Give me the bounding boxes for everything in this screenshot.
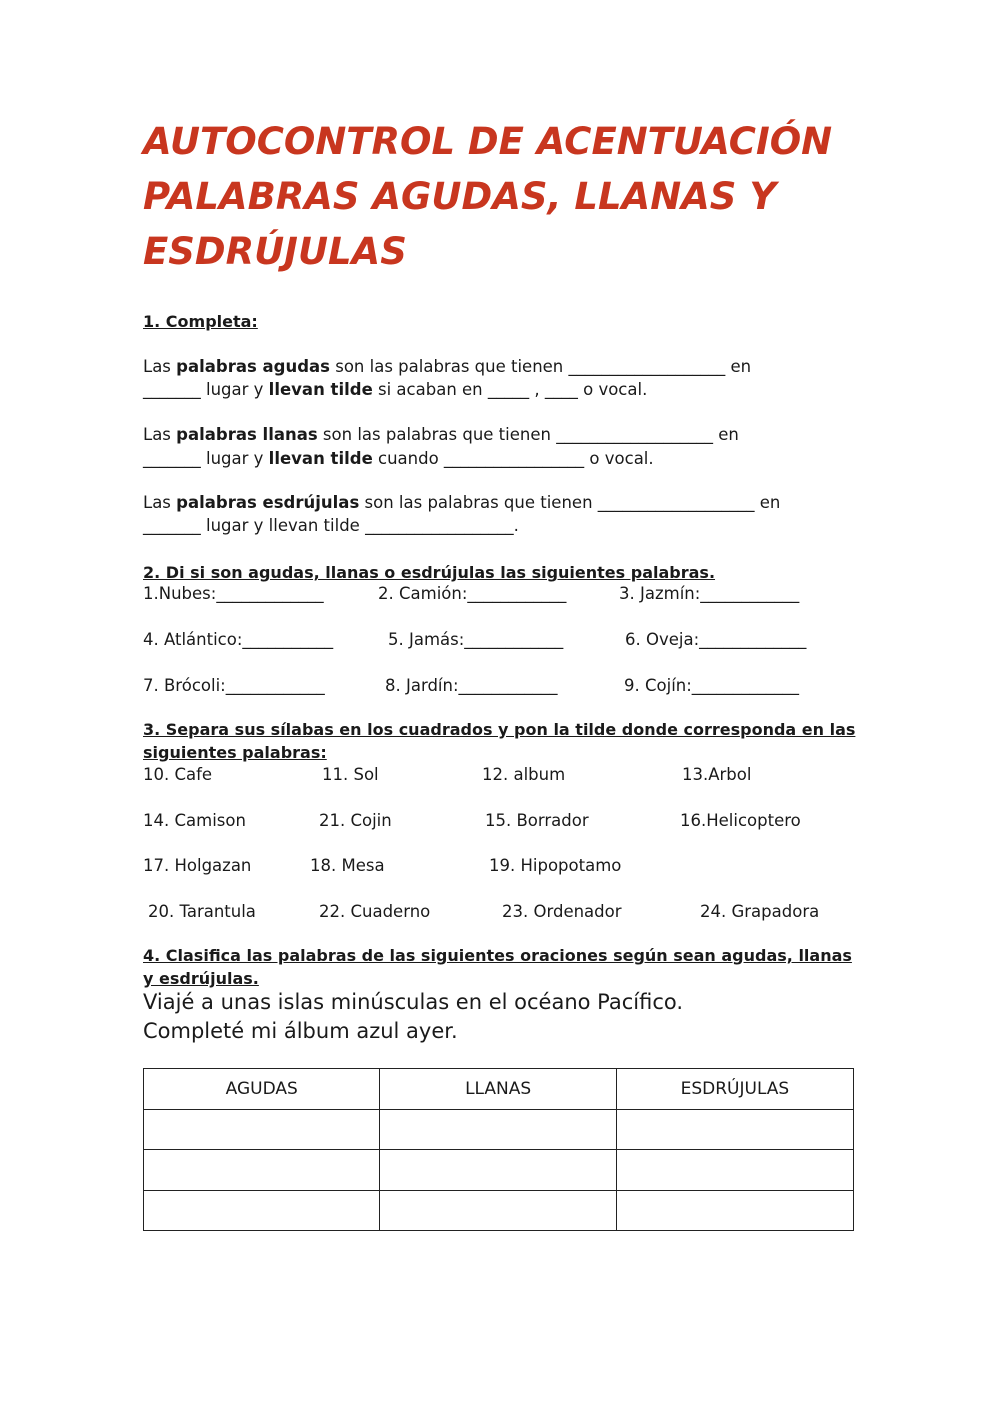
answer-cell[interactable] xyxy=(616,1109,853,1150)
syllable-word: 19. Hipopotamo xyxy=(489,856,622,875)
answer-cell[interactable] xyxy=(144,1109,380,1150)
syllable-word: 20. Tarantula xyxy=(148,902,256,921)
answer-cell[interactable] xyxy=(380,1190,616,1231)
syllable-word: 16.Helicoptero xyxy=(680,811,801,830)
syllable-word: 24. Grapadora xyxy=(700,902,820,921)
word-item: 8. Jardín:____________ xyxy=(385,676,558,695)
llanas-sentence-line-2: _______ lugar y llevan tilde cuando _________________ o vocal. xyxy=(143,449,654,468)
agudas-sentence-line-2: _______ lugar y llevan tilde si acaban en _____ , ____ o vocal. xyxy=(143,380,648,399)
page-title-line-1: AUTOCONTROL DE ACENTUACIÓN xyxy=(143,120,833,163)
syllable-word: 14. Camison xyxy=(143,811,246,830)
answer-cell[interactable] xyxy=(380,1150,616,1191)
header-esdrujulas: ESDRÚJULAS xyxy=(616,1069,853,1110)
syllable-word: 21. Cojin xyxy=(319,811,392,830)
word-item: 5. Jamás:____________ xyxy=(388,630,564,649)
table-row xyxy=(144,1150,854,1191)
syllable-word: 22. Cuaderno xyxy=(319,902,431,921)
word-item: 2. Camión:____________ xyxy=(378,584,567,603)
sentence-2: Completé mi álbum azul ayer. xyxy=(143,1019,458,1043)
section-3-heading-line-2: siguientes palabras: xyxy=(143,743,327,762)
word-item: 7. Brócoli:____________ xyxy=(143,676,325,695)
syllable-word: 11. Sol xyxy=(322,765,379,784)
syllable-word: 10. Cafe xyxy=(143,765,213,784)
answer-cell[interactable] xyxy=(616,1190,853,1231)
section-1-heading: 1. Completa: xyxy=(143,312,258,331)
answer-cell[interactable] xyxy=(616,1150,853,1191)
table-row xyxy=(144,1190,854,1231)
esdrujulas-sentence-line-1: Las palabras esdrújulas son las palabras que tienen ___________________ en xyxy=(143,493,781,512)
section-4-heading-line-1: 4. Clasifica las palabras de las siguientes oraciones según sean agudas, llanas xyxy=(143,946,852,965)
table-row xyxy=(144,1109,854,1150)
answer-cell[interactable] xyxy=(380,1109,616,1150)
syllable-word: 15. Borrador xyxy=(485,811,589,830)
syllable-word: 23. Ordenador xyxy=(502,902,622,921)
classification-table xyxy=(143,1068,854,1231)
answer-cell[interactable] xyxy=(144,1190,380,1231)
header-llanas: LLANAS xyxy=(380,1069,616,1110)
agudas-sentence-line-1: Las palabras agudas son las palabras que tienen ___________________ en xyxy=(143,357,752,376)
syllable-word: 17. Holgazan xyxy=(143,856,252,875)
esdrujulas-sentence-line-2: _______ lugar y llevan tilde __________________. xyxy=(143,516,519,535)
page-title-line-2: PALABRAS AGUDAS, LLANAS Y xyxy=(143,175,777,218)
word-item: 1.Nubes:_____________ xyxy=(143,584,324,603)
word-item: 6. Oveja:_____________ xyxy=(625,630,807,649)
llanas-sentence-line-1: Las palabras llanas son las palabras que tienen ___________________ en xyxy=(143,425,739,444)
sentence-1: Viajé a unas islas minúsculas en el océano Pacífico. xyxy=(143,990,684,1014)
syllable-word: 13.Arbol xyxy=(682,765,752,784)
word-item: 3. Jazmín:____________ xyxy=(619,584,800,603)
page-title-line-3: ESDRÚJULAS xyxy=(143,230,407,273)
syllable-word: 18. Mesa xyxy=(310,856,385,875)
word-item: 9. Cojín:_____________ xyxy=(624,676,800,695)
section-3-heading-line-1: 3. Separa sus sílabas en los cuadrados y pon la tilde donde corresponda en las xyxy=(143,720,856,739)
syllable-word: 12. album xyxy=(482,765,566,784)
answer-cell[interactable] xyxy=(144,1150,380,1191)
section-4-heading-line-2: y esdrújulas. xyxy=(143,969,259,988)
section-2-heading: 2. Di si son agudas, llanas o esdrújulas las siguientes palabras. xyxy=(143,563,716,582)
header-agudas: AGUDAS xyxy=(144,1069,380,1110)
table-header-row xyxy=(144,1069,854,1110)
word-item: 4. Atlántico:___________ xyxy=(143,630,334,649)
